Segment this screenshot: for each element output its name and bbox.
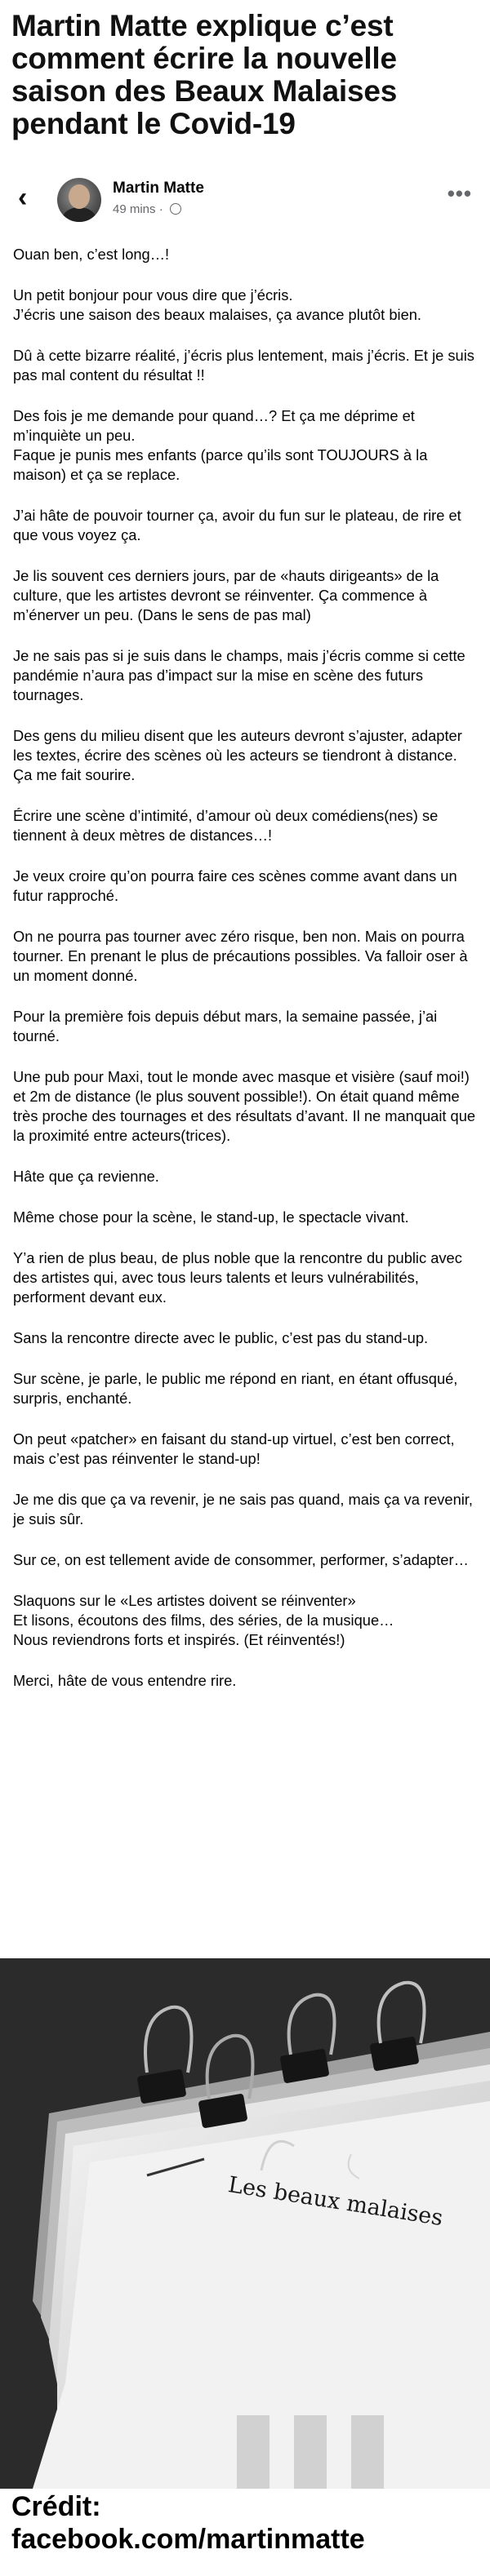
credit-label: Crédit: [11, 2491, 101, 2522]
more-options-icon[interactable]: ••• [447, 181, 472, 206]
post-paragraph: Dû à cette bizarre réalité, j’écris plus lentement, mais j’écris. Et je suis pas mal content du résultat !! [13, 347, 474, 384]
credit-link[interactable]: facebook.com/martinmatte [11, 2524, 365, 2555]
post-paragraph: Je ne sais pas si je suis dans le champs, mais j’écris comme si cette pandémie n’aura pas d’impact sur la mise en scène des futurs tournages. [13, 647, 466, 703]
post-paragraph: Je veux croire qu’on pourra faire ces scènes comme avant dans un futur rapproché. [13, 867, 457, 904]
post-paragraph: Ouan ben, c’est long…! [13, 246, 170, 263]
post-paragraph: J’ai hâte de pouvoir tourner ça, avoir du fun sur le plateau, de rire et que vous voyez ça. [13, 507, 461, 543]
headline-line: saison des Beaux Malaises [11, 74, 398, 108]
avatar[interactable] [57, 178, 101, 222]
post-paragraph: Un petit bonjour pour vous dire que j’écris. J’écris une saison des beaux malaises, ça avance plutôt bien. [13, 286, 421, 323]
post-paragraph: Pour la première fois depuis début mars, la semaine passée, j’ai tourné. [13, 1008, 438, 1044]
post-paragraph: Hâte que ça revienne. [13, 1168, 159, 1185]
globe-icon [170, 203, 181, 215]
post-paragraph: Des fois je me demande pour quand…? Et ça me déprime et m’inquiète un peu. Faque je punis mes enfants (parce qu’ils sont TOUJOURS à la maison) et ça se replace. [13, 407, 428, 483]
post-text [13, 245, 479, 1712]
post-paragraph: Je lis souvent ces derniers jours, par de «hauts dirigeants» de la culture, que les artistes devront se réinventer. Ça commence à m’énerver un peu. (Dans le sens de pas mal) [13, 567, 439, 623]
post-paragraph: Y’a rien de plus beau, de plus noble que la rencontre du public avec des artistes qui, avec tous leurs talents et leurs vulnérabilités, performent devant eux. [13, 1249, 462, 1306]
post-paragraph: Même chose pour la scène, le stand-up, le spectacle vivant. [13, 1208, 409, 1226]
post-paragraph: Merci, hâte de vous entendre rire. [13, 1672, 237, 1689]
post-author[interactable]: Martin Matte [113, 180, 204, 197]
chevron-left-icon[interactable]: ‹ [18, 182, 28, 213]
post-meta [113, 202, 181, 216]
post-paragraph: Je me dis que ça va revenir, je ne sais pas quand, mais ça va revenir, je suis sûr. [13, 1491, 473, 1527]
post-paragraph: Écrire une scène d’intimité, d’amour où deux comédiens(nes) se tiennent à deux mètres de distances…! [13, 807, 439, 844]
headline-line: pendant le Covid-19 [11, 107, 296, 140]
post-paragraph: Sur ce, on est tellement avide de consommer, performer, s’adapter… [13, 1551, 469, 1568]
article-headline [11, 10, 481, 140]
post-paragraph: Des gens du milieu disent que les auteurs devront s’ajuster, adapter les textes, écrire des scènes où les acteurs se tiendront à distance. Ça me fait sourire. [13, 727, 462, 783]
photo-credit [11, 2490, 485, 2556]
post-paragraph: Slaquons sur le «Les artistes doivent se réinventer» Et lisons, écoutons des films, des séries, de la musique… Nous reviendrons forts et inspirés. (Et réinventés!) [13, 1592, 394, 1648]
photo-caption-text: Les beaux malaises [226, 2172, 445, 2232]
headline-line: comment écrire la nouvelle [11, 42, 397, 75]
post-header [0, 170, 490, 227]
post-paragraph: Sans la rencontre directe avec le public, c’est pas du stand-up. [13, 1329, 429, 1346]
headline-line: Martin Matte explique c’est [11, 9, 394, 42]
post-photo[interactable] [0, 1958, 490, 2489]
post-time[interactable]: 49 mins [113, 202, 156, 216]
post-paragraph: Une pub pour Maxi, tout le monde avec masque et visière (sauf moi!) et 2m de distance (le plus souvent possible!). On était quand même très proche des tournages et des résultats d’avant. Il ne manquait que la proximité entre acteurs(trices). [13, 1068, 476, 1144]
meta-separator: · [158, 202, 163, 216]
post-paragraph: On ne pourra pas tourner avec zéro risque, ben non. Mais on pourra tourner. En prenant le plus de précautions possibles. Va falloir oser à un moment donné. [13, 928, 468, 984]
post-paragraph: On peut «patcher» en faisant du stand-up virtuel, c’est ben correct, mais c’est pas réinventer le stand-up! [13, 1430, 455, 1467]
post-paragraph: Sur scène, je parle, le public me répond en riant, en étant offusqué, surpris, enchanté. [13, 1370, 458, 1407]
